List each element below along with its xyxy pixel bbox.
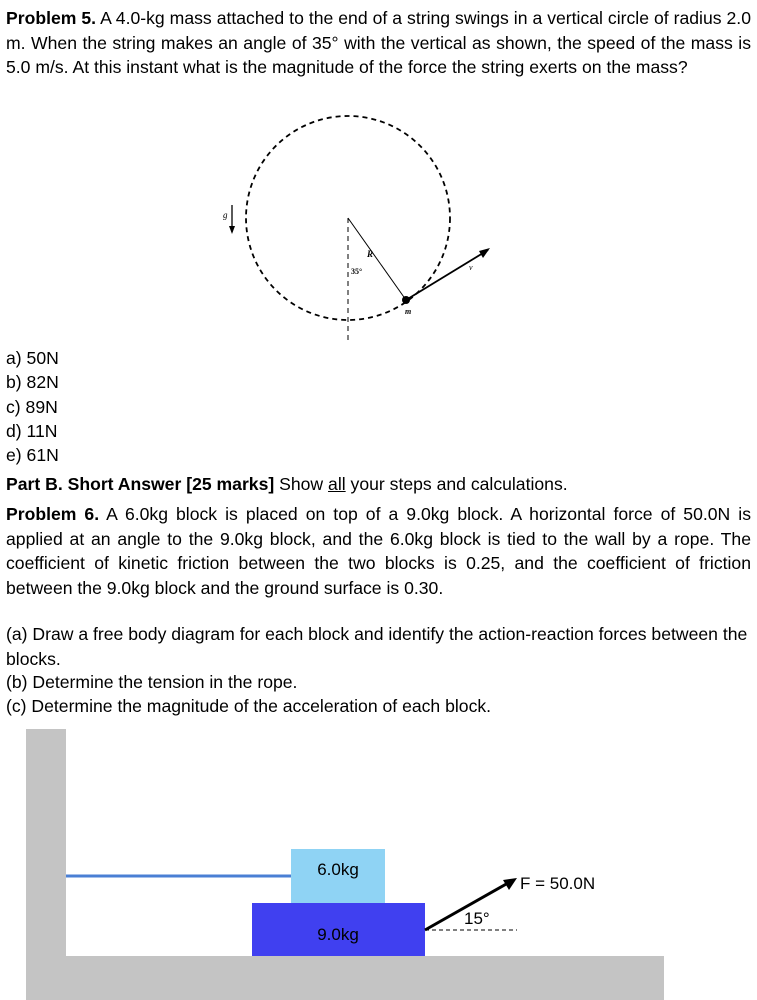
option-a: a) 50N	[6, 348, 59, 368]
option-c: c) 89N	[6, 396, 58, 417]
option-b: b) 82N	[6, 372, 59, 393]
angle-label-15: 15°	[464, 909, 490, 928]
velocity-arrow	[406, 250, 488, 300]
r-label: R	[367, 249, 374, 259]
v-label: v	[469, 263, 473, 272]
problem-5-text	[6, 6, 751, 80]
circular-motion-diagram	[220, 110, 500, 350]
angle-label: 35°	[351, 267, 363, 276]
ground	[26, 956, 664, 1000]
answer-options	[6, 346, 59, 467]
force-label: F = 50.0N	[520, 874, 596, 893]
problem-6-part-a: (a) Draw a free body diagram for each block and identify the action-reaction forces between the blocks.	[6, 624, 748, 669]
option-d: d) 11N	[6, 420, 58, 441]
blocks-diagram	[0, 715, 757, 1000]
problem-6-part-c: (c) Determine the magnitude of the acceleration of each block.	[6, 696, 492, 716]
bottom-block-label: 9.0kg	[317, 925, 359, 944]
underlined-all: all	[328, 474, 346, 494]
string-line	[348, 218, 406, 300]
problem-6-text	[6, 502, 751, 600]
part-b-title: Part B. Short Answer [25 marks]	[6, 474, 275, 494]
mass-dot	[402, 296, 410, 304]
problem-5-body: A 4.0-kg mass attached to the end of a string swings in a vertical circle of radius 2.0 m. When the string makes an angle of 35° with the vertical as shown, the speed of the mass is 5.0 m/s. At this instant what is the magnitude of the force the string exerts on the mass?	[6, 8, 751, 77]
option-e: e) 61N	[6, 445, 59, 466]
problem-5-label: Problem 5.	[6, 8, 97, 28]
m-label: m	[405, 307, 412, 316]
problem-6-part-b: (b) Determine the tension in the rope.	[6, 672, 298, 692]
g-label: g	[223, 210, 228, 220]
top-block-label: 6.0kg	[317, 860, 359, 879]
part-b-heading: Part B. Short Answer [25 marks] Show all your steps and calculations.	[6, 474, 568, 494]
gravity-arrowhead	[229, 226, 235, 234]
problem-6-label: Problem 6.	[6, 504, 100, 524]
problem-6-body: A 6.0kg block is placed on top of a 9.0kg block. A horizontal force of 50.0N is applied at an angle to the 9.0kg block, and the 6.0kg block is tied to the wall by a rope. The coefficient of kinetic friction between the two blocks is 0.25, and the coefficient of friction between the 9.0kg block and the ground surface is 0.30.	[6, 504, 751, 598]
velocity-arrowhead	[479, 248, 490, 258]
